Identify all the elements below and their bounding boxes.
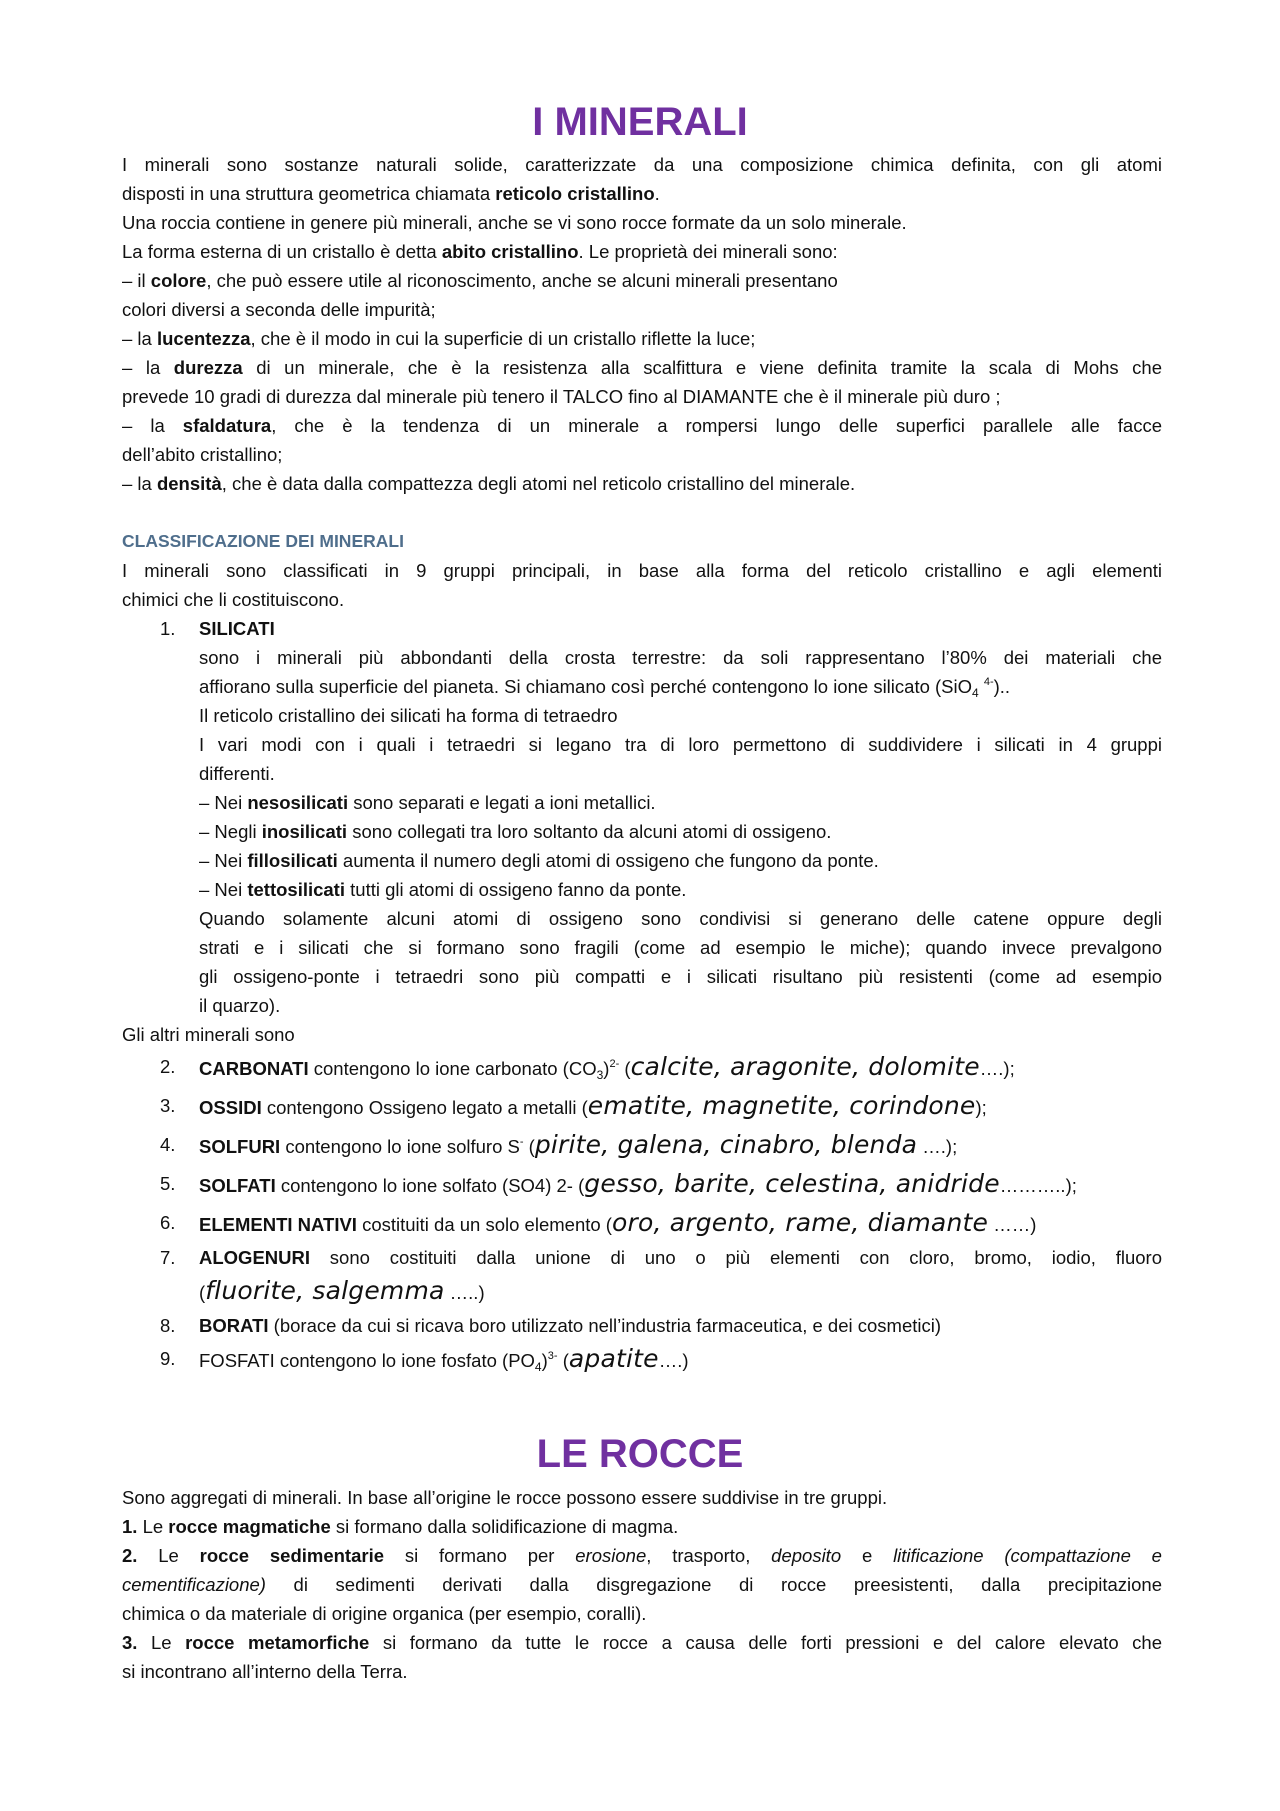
text-line: Quando solamente alcuni atomi di ossigeno sono condivisi si generano delle catene oppure degli	[199, 908, 1162, 929]
property-densita: – la densità, che è data dalla compattezza degli atomi nel reticolo cristallino del minerale.	[122, 473, 856, 494]
text-line: Sono aggregati di minerali. In base all’origine le rocce possono essere suddivise in tre gruppi.	[122, 1487, 888, 1508]
group-nesosilicati: – Nei nesosilicati sono separati e legati a ioni metallici.	[199, 792, 656, 813]
text-line: dell’abito cristallino;	[122, 444, 283, 465]
list-item-silicati: 1. SILICATI	[160, 618, 275, 639]
list-item-solfati: 5. SOLFATI contengono lo ione solfato (SO4) 2- (gesso, barite, celestina, anidride………..);	[160, 1169, 1077, 1198]
text-line: disposti in una struttura geometrica chiamata reticolo cristallino.	[122, 183, 660, 204]
property-durezza: – la durezza di un minerale, che è la resistenza alla scalfittura e viene definita tramite la scala di Mohs che	[122, 357, 1163, 378]
list-item-fosfati: 9. FOSFATI contengono lo ione fosfato $(PO_4)^{3-}$ (apatite….)	[160, 1344, 689, 1374]
group-inosilicati: – Negli inosilicati sono collegati tra loro soltanto da alcuni atomi di ossigeno.	[199, 821, 832, 842]
list-item-elementi-nativi: 6. ELEMENTI NATIVI costituiti da un solo elemento (oro, argento, rame, diamante ……)	[160, 1208, 1037, 1237]
text-line: La forma esterna di un cristallo è detta abito cristallino. Le proprietà dei minerali sono:	[122, 241, 838, 262]
text-line: colori diversi a seconda delle impurità;	[122, 299, 436, 320]
text-line: (fluorite, salgemma …..)	[199, 1276, 485, 1305]
text-line: chimica o da materiale di origine organica (per esempio, coralli).	[122, 1603, 647, 1624]
other-minerals-list	[122, 1048, 1162, 1379]
text-line: chimici che li costituiscono.	[122, 589, 345, 610]
text-line: Gli altri minerali sono	[122, 1024, 295, 1045]
list-item-ossidi: 3. OSSIDI contengono Ossigeno legato a metalli (ematite, magnetite, corindone);	[160, 1091, 987, 1120]
text-line: differenti.	[199, 763, 275, 784]
list-item-solfuri: 4. SOLFURI contengono lo ione solfuro S- (pirite, galena, cinabro, blenda ….);	[160, 1130, 958, 1159]
rocce-section	[122, 1483, 1162, 1686]
rocce-sedimentarie: 2. Le rocce sedimentarie si formano per erosione, trasporto, deposito e litificazione (compattazione e	[122, 1545, 1162, 1566]
rocce-title: LE ROCCE	[536, 1432, 744, 1476]
rocce-metamorfiche: 3. Le rocce metamorfiche si formano da tutte le rocce a causa delle forti pressioni e del calore elevato che	[122, 1632, 1162, 1653]
rocce-magmatiche: 1. Le rocce magmatiche si formano dalla solidificazione di magma.	[122, 1516, 679, 1537]
term-abito: abito cristallino	[441, 241, 579, 262]
text-line: sono i minerali più abbondanti della crosta terrestre: da soli rappresentano l’80% dei materiali che	[199, 647, 1162, 668]
text-line: Una roccia contiene in genere più minerali, anche se vi sono rocce formate da un solo minerale.	[122, 212, 907, 233]
minerali-intro	[122, 150, 1162, 498]
list-item-alogenuri: 7. ALOGENURI sono costituiti dalla unione di uno o più elementi con cloro, bromo, iodio, fluoro	[160, 1247, 1162, 1268]
text-line: I minerali sono sostanze naturali solide, caratterizzate da una composizione chimica definita, con gli atomi	[122, 154, 1162, 175]
property-sfaldatura: – la sfaldatura, che è la tendenza di un minerale a rompersi lungo delle superfici parallele alle facce	[122, 415, 1162, 436]
term-reticolo: reticolo cristallino	[495, 183, 655, 204]
classificazione-section	[122, 527, 1162, 1049]
group-fillosilicati: – Nei fillosilicati aumenta il numero degli atomi di ossigeno che fungono da ponte.	[199, 850, 879, 871]
property-lucentezza: – la lucentezza, che è il modo in cui la superficie di un cristallo riflette la luce;	[122, 328, 756, 349]
group-tettosilicati: – Nei tettosilicati tutti gli atomi di ossigeno fanno da ponte.	[199, 879, 687, 900]
text-line: Il reticolo cristallino dei silicati ha forma di tetraedro	[199, 705, 618, 726]
text-line: gli ossigeno-ponte i tetraedri sono più compatti e i silicati risultano più resistenti (come ad esempio	[199, 966, 1162, 987]
section-heading: CLASSIFICAZIONE DEI MINERALI	[122, 531, 404, 551]
text-line: I minerali sono classificati in 9 gruppi principali, in base alla forma del reticolo cristallino e agli elementi	[122, 560, 1162, 581]
text-line: prevede 10 gradi di durezza dal minerale più tenero il TALCO fino al DIAMANTE che è il minerale più duro ;	[122, 386, 1001, 407]
text-line: cementificazione) di sedimenti derivati dalla disgregazione di rocce preesistenti, dalla precipitazione	[122, 1574, 1162, 1595]
text-line: affiorano sulla superficie del pianeta. Si chiamano così perché contengono lo ione silicato (SiO$_4$ $^{4-}$)..	[199, 676, 1011, 700]
list-item-carbonati: 2. CARBONATI contengono lo ione carbonato $(CO_3)^{2-}$ (calcite, aragonite, dolomite….);	[160, 1052, 1015, 1082]
list-item-borati: 8. BORATI (borace da cui si ricava boro utilizzato nell’industria farmaceutica, e dei cosmetici)	[160, 1315, 942, 1336]
text-line: I vari modi con i quali i tetraedri si legano tra di loro permettono di suddividere i silicati in 4 gruppi	[199, 734, 1162, 755]
minerali-title: I MINERALI	[532, 100, 748, 144]
text-line: strati e i silicati che si formano sono fragili (come ad esempio le miche); quando invece prevalgono	[199, 937, 1162, 958]
property-colore: – il colore, che può essere utile al riconoscimento, anche se alcuni minerali presentano	[122, 270, 838, 291]
text-line: il quarzo).	[199, 995, 281, 1016]
text-line: si incontrano all’interno della Terra.	[122, 1661, 408, 1682]
